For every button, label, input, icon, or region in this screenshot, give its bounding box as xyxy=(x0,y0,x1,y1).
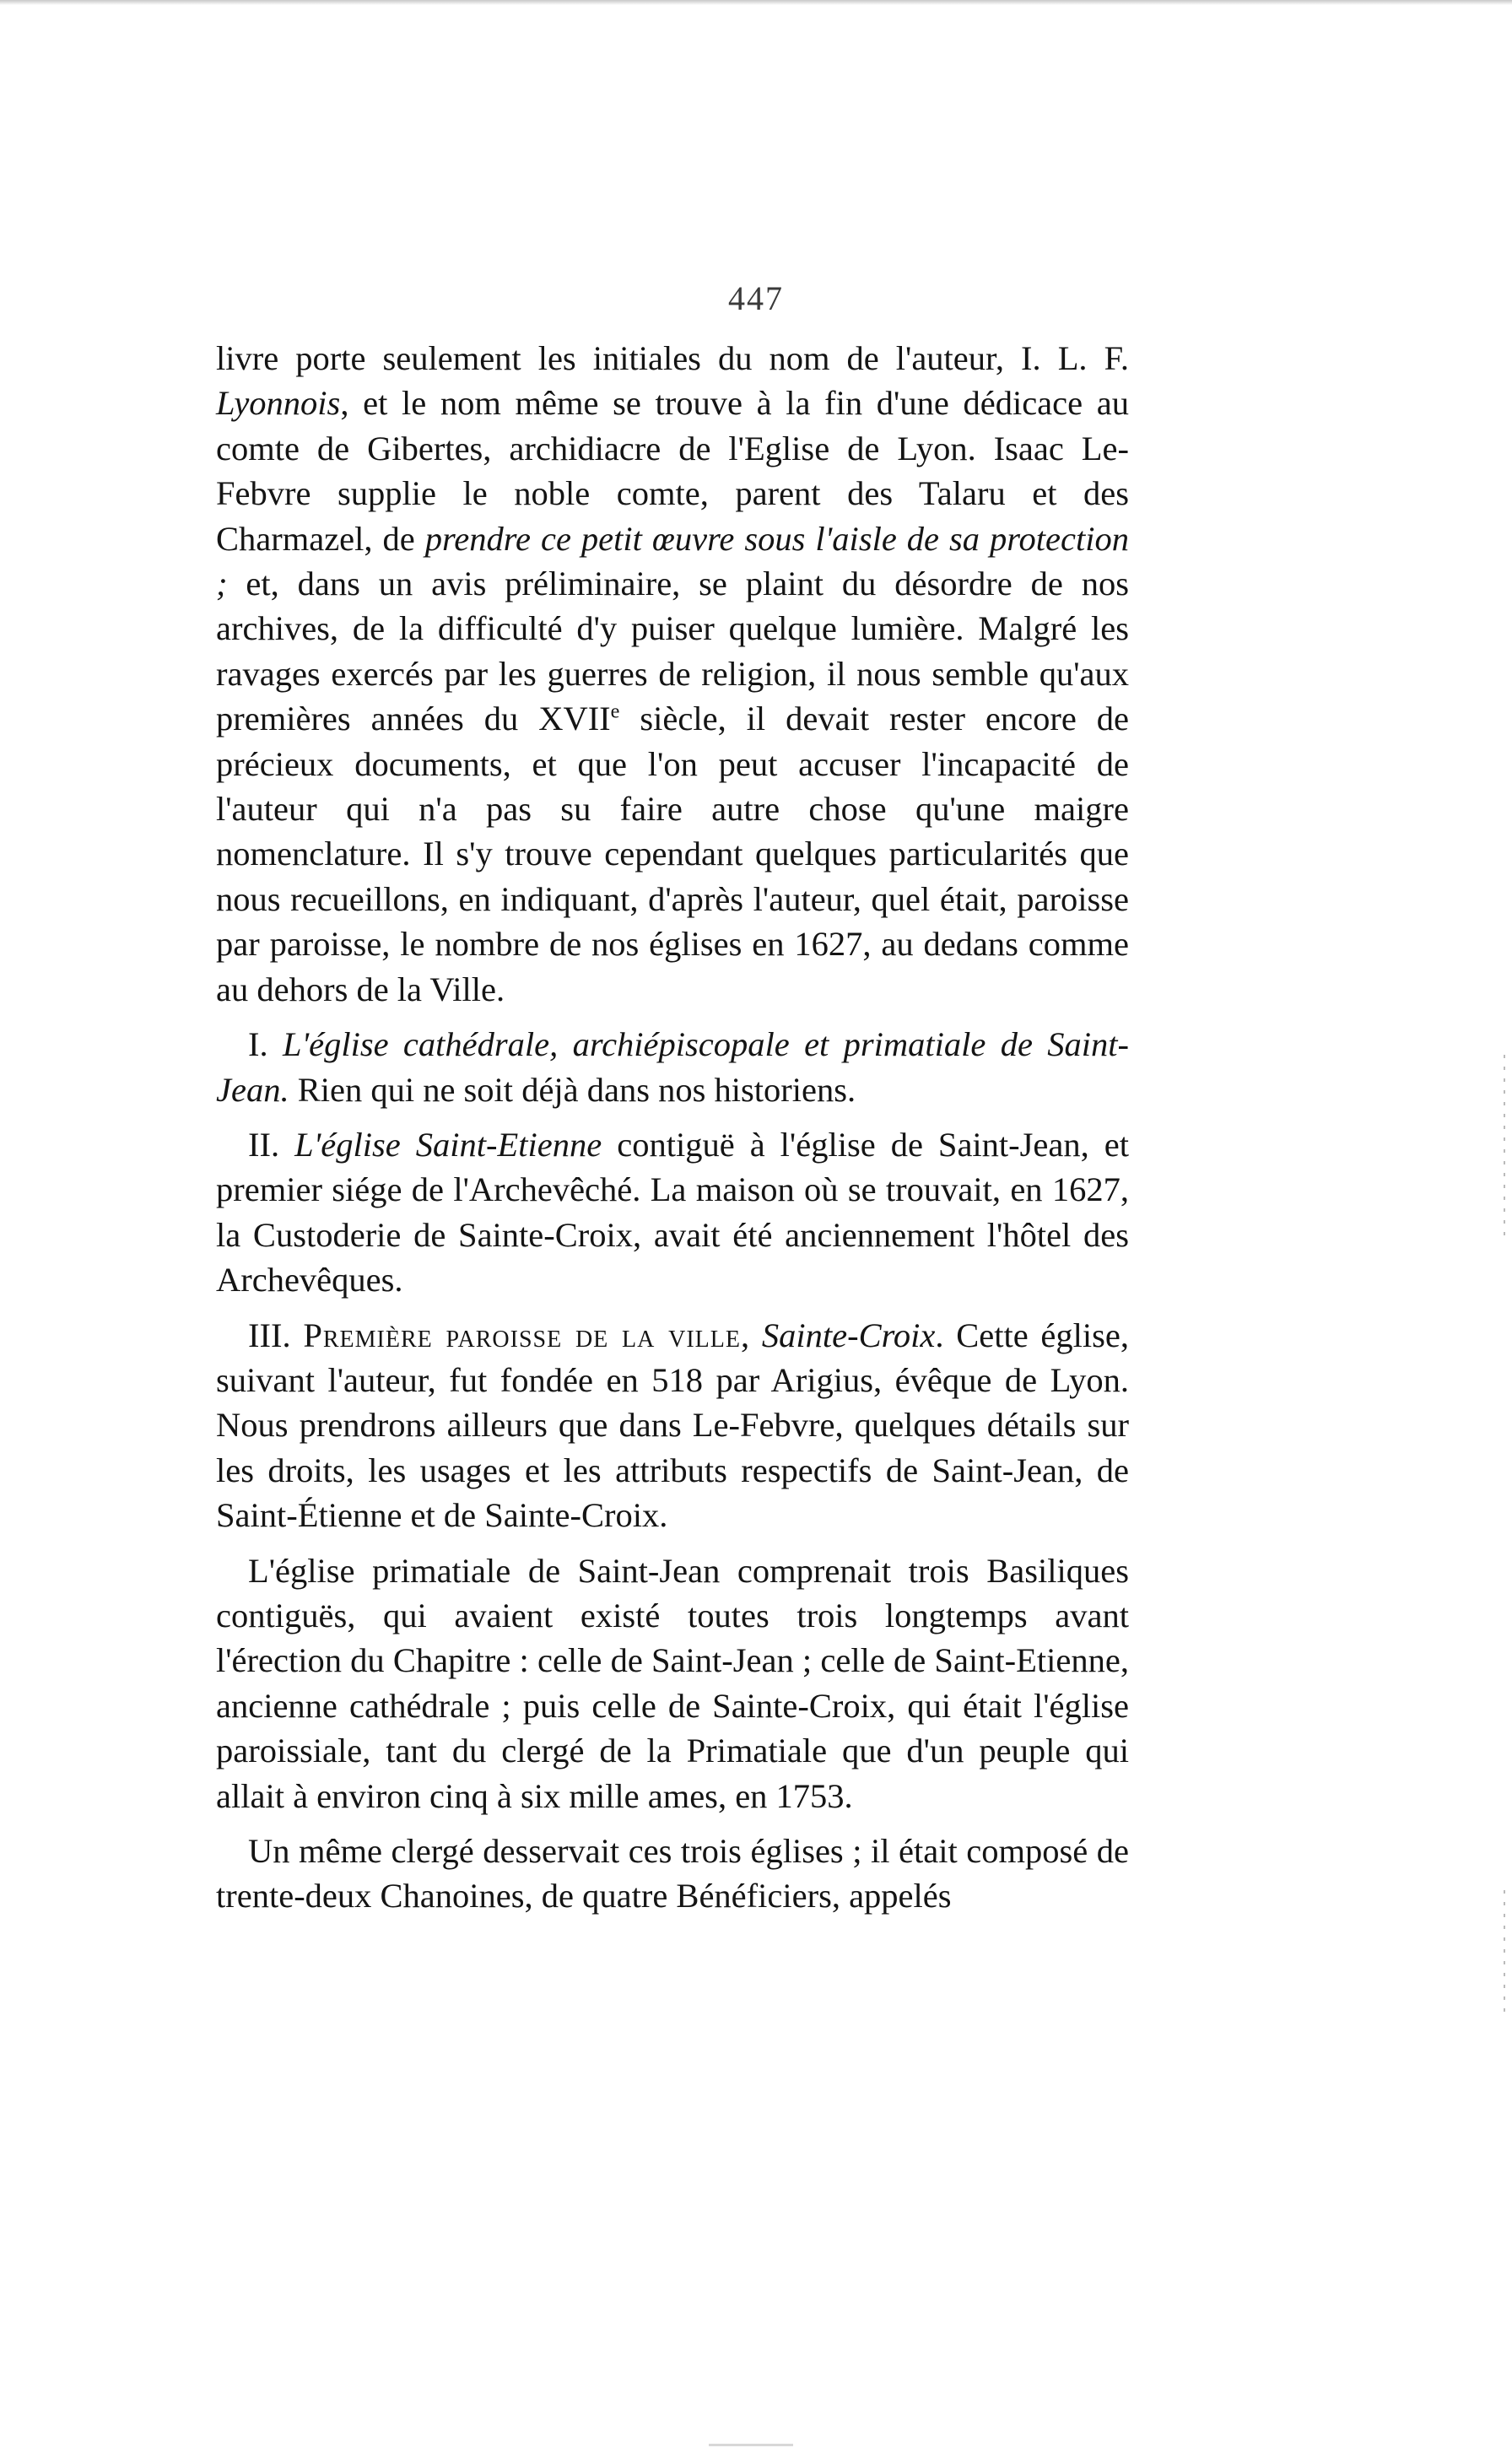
italic-text-run: Lyonnois xyxy=(216,384,341,423)
page-number: 447 xyxy=(728,279,784,317)
italic-text-run: prendre ce petit œuvre sous l'aisle de sa protection ; xyxy=(216,519,1129,603)
scan-smudge xyxy=(709,2444,793,2446)
text-run: L'église primatiale de Saint-Jean comprenait trois Basiliques contiguës, qui avaient existé toutes trois longtemps avant l'érection du Chapitre : celle de Saint-Jean ; celle de Saint-Etienne, ancienne cathédrale ; puis celle de Sainte-Croix, qui était l'église paroissiale, tant du clergé de la Primatiale que d'un peuple qui allait à environ cinq à six mille ames, en 1753. xyxy=(216,1551,1129,1815)
superscript: e xyxy=(610,700,620,723)
text-run: , xyxy=(740,1316,762,1354)
small-caps-heading: Première paroisse de la ville xyxy=(303,1316,741,1354)
text-run: siècle, il devait rester encore de précieux documents, et que l'on peut accuser l'incapacité de l'auteur qui n'a pas su faire autre chose qu'une maigre nomenclature. Il s'y trouve cependant quelques particularités que nous recueillons, en indiquant, d'après l'auteur, quel était, paroisse par paroisse, le nombre de nos églises en 1627, au dedans comme au dehors de la Ville. xyxy=(216,700,1130,1008)
text-run: Rien qui ne soit déjà dans nos historiens. xyxy=(289,1070,856,1109)
text-run: III. xyxy=(248,1316,304,1354)
paragraph xyxy=(216,1122,1129,1303)
page-top-edge xyxy=(0,0,1512,5)
paragraph xyxy=(216,1313,1129,1538)
italic-text-run: L'église Saint-Etienne xyxy=(294,1125,602,1164)
scan-edge-marks xyxy=(1504,1890,1505,2017)
scan-edge-marks xyxy=(1504,1055,1505,1240)
paragraph xyxy=(216,336,1129,1012)
text-run: I. xyxy=(248,1025,283,1064)
text-run: livre porte seulement les initiales du nom de l'auteur, I. L. F. xyxy=(216,339,1129,377)
paragraph xyxy=(216,1022,1129,1112)
paragraph xyxy=(216,1829,1129,1919)
italic-text-run: L'église cathédrale, archiépiscopale et primatiale de Saint-Jean. xyxy=(216,1025,1129,1109)
text-run: II. xyxy=(248,1125,295,1164)
body-text xyxy=(216,336,1129,1919)
text-run: et, dans un avis préliminaire, se plaint du désordre de nos archives, de la difficulté d'y puiser quelque lumière. Malgré les ravages exercés par les guerres de religion, il nous semble qu'aux premières années du XVII xyxy=(216,565,1129,738)
text-run: . Cette église, suivant l'auteur, fut fondée en 518 par Arigius, évêque de Lyon. Nous prendrons ailleurs que dans Le-Febvre, quelques détails sur les droits, les usages et les attributs respectifs de Saint-Jean, de Saint-Étienne et de Sainte-Croix. xyxy=(216,1316,1130,1535)
text-run: Un même clergé desservait ces trois églises ; il était composé de trente-deux Chanoines, de quatre Bénéficiers, appelés xyxy=(216,1832,1129,1915)
italic-text-run: Sainte-Croix xyxy=(761,1316,936,1354)
text-run: contiguë à l'église de Saint-Jean, et premier siége de l'Archevêché. La maison où se trouvait, en 1627, la Custoderie de Sainte-Croix, avait été anciennement l'hôtel des Archevêques. xyxy=(216,1125,1129,1299)
text-run: , et le nom même se trouve à la fin d'une dédicace au comte de Gibertes, archidiacre de l'Eglise de Lyon. Isaac Le-Febvre supplie le noble comte, parent des Talaru et des Charmazel, de xyxy=(216,384,1129,558)
paragraph xyxy=(216,1548,1129,1818)
